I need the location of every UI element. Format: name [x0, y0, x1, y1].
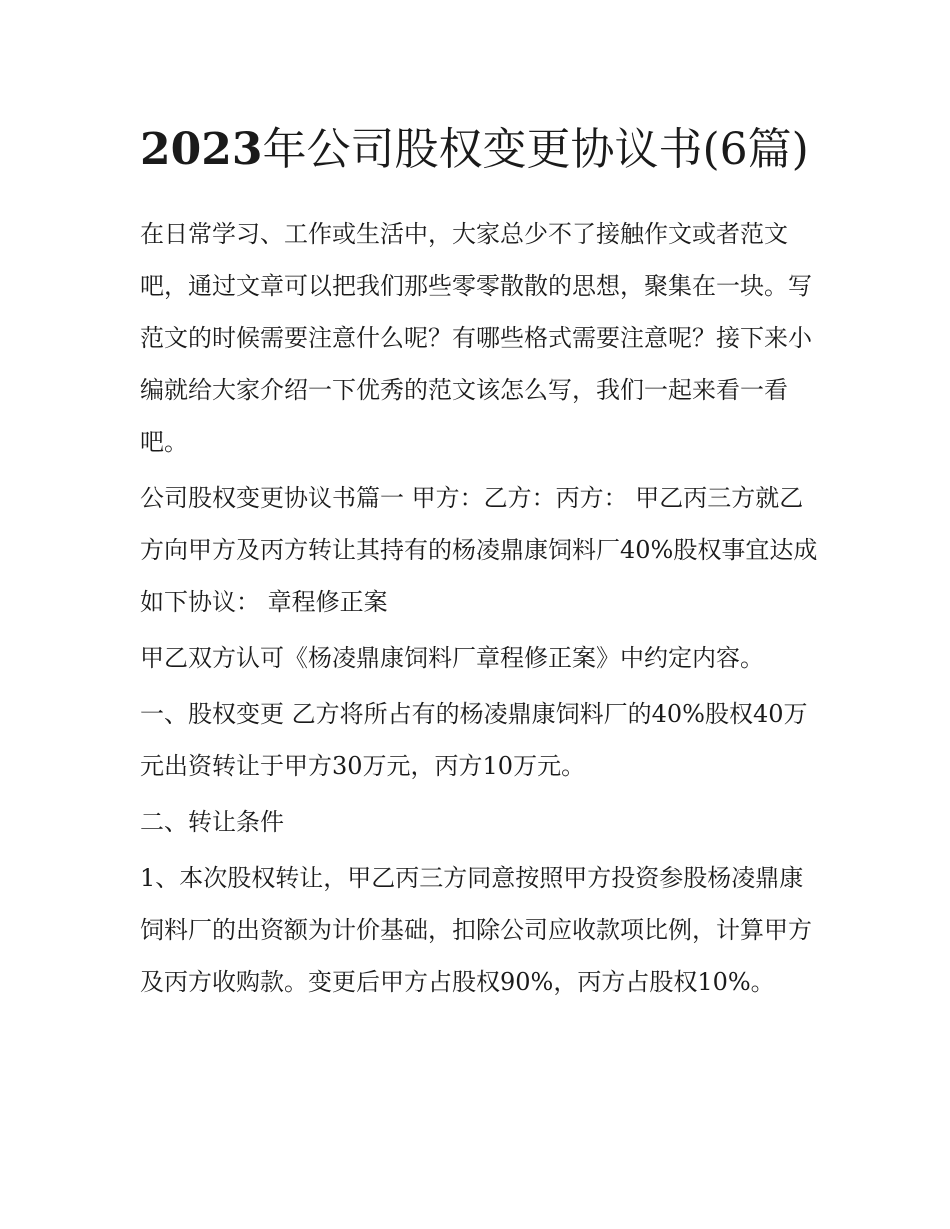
title-text: 年公司股权变更协议书(6篇) [262, 124, 809, 175]
equity-change-paragraph: 一、股权变更 乙方将所占有的杨凌鼎康饲料厂的40%股权40万元出资转让于甲方30万元，丙方10万元。 [140, 700, 808, 780]
document-page [140, 112, 820, 1012]
title-year: 2023 [140, 124, 263, 175]
transfer-conditions-heading: 二、转让条件 [140, 808, 284, 836]
document-title [140, 112, 820, 188]
agreement-parties-paragraph: 公司股权变更协议书篇一 甲方：乙方：丙方： 甲乙丙三方就乙方向甲方及丙方转让其持有的杨凌鼎康饲料厂40%股权事宜达成如下协议： 章程修正案 [140, 484, 818, 616]
intro-paragraph: 在日常学习、工作或生活中，大家总少不了接触作文或者范文吧，通过文章可以把我们那些零零散散的思想，聚集在一块。写范文的时候需要注意什么呢？有哪些格式需要注意呢？接下来小编就给大家介绍一下优秀的范文该怎么写，我们一起来看一看吧。 [140, 220, 812, 456]
articles-amendment-paragraph: 甲乙双方认可《杨凌鼎康饲料厂章程修正案》中约定内容。 [140, 644, 764, 672]
document-body [140, 208, 820, 1008]
transfer-condition-1-paragraph: 1、本次股权转让，甲乙丙三方同意按照甲方投资参股杨凌鼎康饲料厂的出资额为计价基础，扣除公司应收款项比例，计算甲方及丙方收购款。变更后甲方占股权90%，丙方占股权10%。 [140, 864, 812, 996]
